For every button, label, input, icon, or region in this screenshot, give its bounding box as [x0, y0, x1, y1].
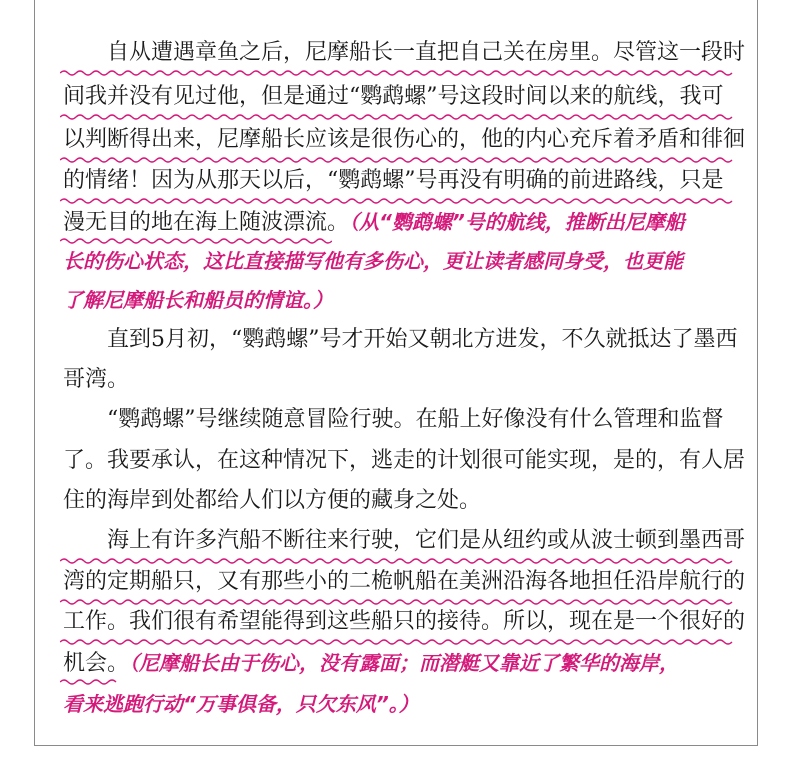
annotation-text: 看来逃跑行动“万事俱备，只欠东风”。）	[63, 692, 419, 716]
text-line: 的情绪！因为从那天以后，“鹦鹉螺”号再没有明确的前进路线，只是	[63, 168, 724, 193]
wavy-underline	[60, 196, 735, 206]
text-line: 自从遭遇章鱼之后，尼摩船长一直把自己关在房里。尽管这一段时	[63, 40, 746, 65]
wavy-underline	[60, 556, 735, 566]
text-line: 哥湾。	[63, 367, 130, 392]
wavy-underline	[60, 597, 735, 607]
text-line: 了。我要承认，在这种情况下，逃走的计划很可能实现，是的，有人居	[63, 448, 746, 473]
text-line: 海上有许多汽船不断往来行驶，它们是从纽约或从波士顿到墨西哥	[63, 528, 746, 553]
wavy-underline	[60, 236, 332, 246]
text-segment: 漫无目的地在海上随波漂流。	[63, 210, 350, 235]
text-line: 湾的定期船只，又有那些小的二桅帆船在美洲沿海各地担任沿岸航行的	[63, 569, 746, 594]
wavy-underline	[60, 637, 735, 647]
text-line-with-annotation	[63, 648, 679, 679]
text-line: 以判断得出来，尼摩船长应该是很伤心的，他的内心充斥着矛盾和徘徊	[63, 127, 746, 152]
text-line-with-annotation	[63, 207, 685, 238]
wavy-underline	[60, 112, 735, 122]
annotation-text: （从“鹦鹉螺”号的航线，推断出尼摩船	[349, 210, 685, 234]
wavy-underline	[60, 68, 735, 78]
wavy-underline	[60, 155, 735, 165]
wavy-underline	[60, 677, 120, 687]
annotation-text: 了解尼摩船长和船员的情谊。）	[63, 288, 333, 312]
annotation-text: 长的伤心状态，这比直接描写他有多伤心，更让读者感同身受，也更能	[63, 249, 683, 273]
text-line: 住的海岸到处都给人们以方便的藏身之处。	[63, 488, 482, 513]
text-line: 工作。我们很有希望能得到这些船只的接待。所以，现在是一个很好的	[63, 609, 746, 634]
text-line: 直到5月初，“鹦鹉螺”号才开始又朝北方进发，不久就抵达了墨西	[63, 327, 738, 352]
text-line: 间我并没有见过他，但是通过“鹦鹉螺”号这段时间以来的航线，我可	[63, 84, 724, 109]
text-line: “鹦鹉螺”号继续随意冒险行驶。在船上好像没有什么管理和监督	[63, 407, 724, 432]
annotation-text: （尼摩船长由于伤心，没有露面；而潜艇又靠近了繁华的海岸，	[129, 651, 680, 675]
text-segment: 机会。	[63, 651, 130, 676]
